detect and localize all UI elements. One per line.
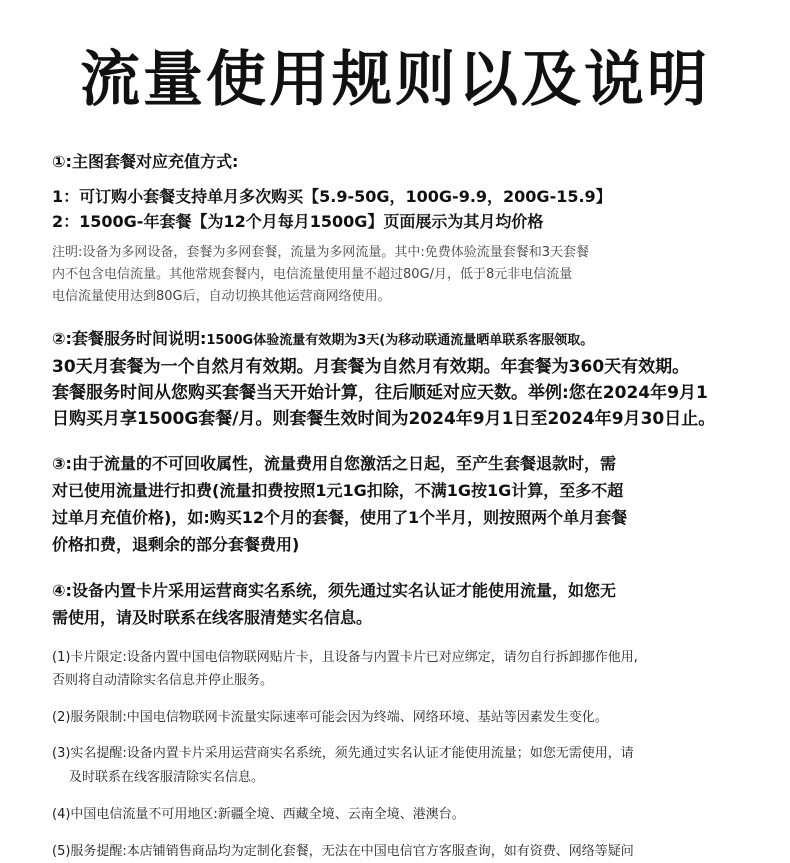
section-4-line: ④:设备内置卡片采用运营商实名系统，须先通过实名认证才能使用流量，如您无 — [52, 581, 616, 600]
section-2-line: 30天月套餐为一个自然月有效期。月套餐为自然月有效期。年套餐为360天有效期。 — [52, 357, 690, 377]
item-line: (3)实名提醒:设备内置卡片采用运营商实名系统，须先通过实名认证才能使用流量；如您无需使用，请 — [52, 746, 634, 761]
section-3-line: 价格扣费，退剩余的部分套餐费用) — [52, 535, 300, 554]
section-2-body — [52, 354, 782, 432]
item-2 — [52, 706, 782, 729]
page-title: 流量使用规则以及说明 — [80, 45, 710, 115]
note-line: 内不包含电信流量。其他常规套餐内，电信流量使用量不超过80G/月，低于8元非电信流量 — [52, 267, 573, 282]
item-line: 否则将自动清除实名信息并停止服务。 — [52, 673, 274, 688]
item-3 — [52, 742, 782, 790]
item-line: (5)服务提醒:本店铺销售商品均为定制化套餐，无法在中国电信官方客服查询，如有资费、网络等疑问 — [52, 844, 634, 859]
section-1-notes — [52, 242, 782, 308]
section-3 — [52, 450, 782, 558]
section-4-line: 需使用，请及时联系在线客服清楚实名信息。 — [52, 608, 373, 627]
option-line-2: 2：1500G-年套餐【为12个月每月1500G】页面展示为其月均价格 — [52, 212, 544, 231]
section-4 — [52, 577, 782, 631]
section-2-heading-note: 1500G体验流量有效期为3天(为移动联通流量晒单联系客服领取。 — [206, 333, 594, 348]
item-line: (1)卡片限定:设备内置中国电信物联网贴片卡，且设备与内置卡片已对应绑定，请勿自行拆卸挪作他用, — [52, 650, 638, 665]
section-3-line: ③:由于流量的不可回收属性，流量费用自您激活之日起，至产生套餐退款时，需 — [52, 454, 616, 473]
note-line: 电信流量使用达到80G后，自动切换其他运营商网络使用。 — [52, 289, 391, 304]
section-2-heading: ②:套餐服务时间说明: — [52, 329, 207, 348]
note-line: 注明:设备为多网设备，套餐为多网套餐，流量为多网流量。其中:免费体验流量套餐和3天套餐 — [52, 245, 590, 260]
section-1-heading: ①:主图套餐对应充值方式: — [52, 152, 239, 171]
option-line-1: 1：可订购小套餐支持单月多次购买【5.9-50G，100G-9.9，200G-15.9】 — [52, 187, 612, 206]
section-2-line: 日购买月享1500G套餐/月。则套餐生效时间为2024年9月1日至2024年9月30日止。 — [52, 409, 716, 429]
section-1-options — [52, 184, 782, 234]
section-2-line: 套餐服务时间从您购买套餐当天开始计算，往后顺延对应天数。举例:您在2024年9月1 — [52, 383, 708, 403]
item-line: (4)中国电信流量不可用地区:新疆全境、西藏全境、云南全境、港澳台。 — [52, 807, 465, 822]
section-3-line: 对已使用流量进行扣费(流量扣费按照1元1G扣除，不满1G按1G计算，至多不超 — [52, 481, 624, 500]
item-line: (2)服务限制:中国电信物联网卡流量实际速率可能会因为终端、网络环境、基站等因素发生变化。 — [52, 710, 608, 725]
section-1 — [52, 150, 782, 174]
section-3-line: 过单月充值价格)，如:购买12个月的套餐，使用了1个半月，则按照两个单月套餐 — [52, 508, 628, 527]
item-1 — [52, 646, 782, 692]
item-4 — [52, 803, 782, 826]
item-line: 及时联系在线客服清除实名信息。 — [69, 770, 265, 785]
section-2 — [52, 327, 782, 353]
